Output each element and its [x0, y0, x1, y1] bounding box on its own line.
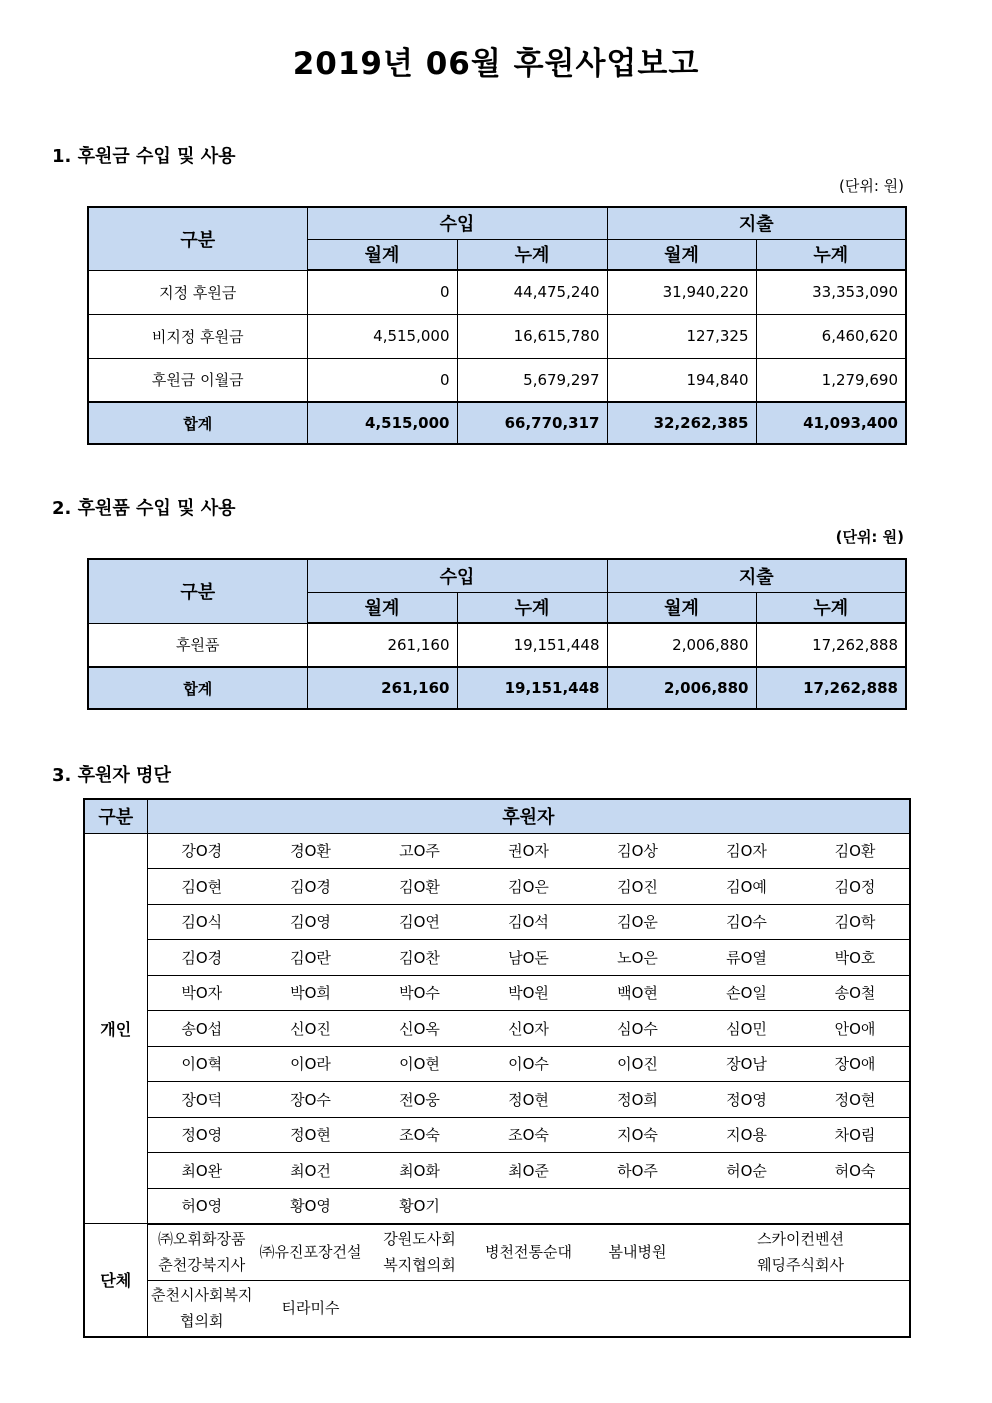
donor-row — [84, 1011, 910, 1047]
total-value: 17,262,888 — [756, 667, 906, 709]
donor-name: 최O화 — [365, 1153, 474, 1189]
organization-name-line: 스카이컨벤션 — [757, 1230, 845, 1249]
donation-goods-table — [87, 558, 907, 710]
total-value: 261,160 — [307, 667, 457, 709]
cell-value: 5,679,297 — [457, 358, 607, 402]
donor-row — [84, 869, 910, 905]
total-label: 합계 — [88, 402, 307, 444]
section2-unit: (단위: 원) — [835, 528, 904, 546]
organization-name — [147, 1224, 256, 1281]
donor-name: 박O원 — [474, 975, 583, 1011]
donor-name: 이O진 — [583, 1046, 692, 1082]
donor-name: 김O경 — [147, 940, 256, 976]
organization-name — [256, 1224, 365, 1281]
donor-row — [84, 1188, 910, 1224]
section3-heading: 3. 후원자 명단 — [52, 765, 171, 786]
cell-value: 33,353,090 — [756, 270, 906, 314]
donor-name: 신O옥 — [365, 1011, 474, 1047]
donor-name: 송O섭 — [147, 1011, 256, 1047]
donor-name: 박O수 — [365, 975, 474, 1011]
group-row — [84, 1281, 910, 1337]
donor-name: 김O수 — [692, 904, 801, 940]
header-expense-monthly: 월계 — [607, 592, 756, 623]
donor-row — [84, 904, 910, 940]
cell-value: 261,160 — [307, 623, 457, 667]
donor-name — [474, 1188, 583, 1224]
donor-row — [84, 1082, 910, 1118]
total-value: 66,770,317 — [457, 402, 607, 444]
donor-name: 조O숙 — [474, 1117, 583, 1153]
donor-row — [84, 833, 910, 869]
donor-name: 지O용 — [692, 1117, 801, 1153]
donor-name: 김O상 — [583, 833, 692, 869]
donor-row — [84, 1046, 910, 1082]
row-label: 후원금 이월금 — [88, 358, 307, 402]
donor-name: 심O민 — [692, 1011, 801, 1047]
donor-name: 최O건 — [256, 1153, 365, 1189]
header-income-cumulative: 누계 — [457, 239, 607, 270]
organization-name-line: 강원도사회 — [383, 1230, 456, 1249]
donor-name: 허O순 — [692, 1153, 801, 1189]
donor-name: 정O현 — [256, 1117, 365, 1153]
donor-name: 강O경 — [147, 833, 256, 869]
donor-name: 박O호 — [801, 940, 910, 976]
donor-row — [84, 1153, 910, 1189]
header-expense-cumulative: 누계 — [756, 592, 906, 623]
donor-name: 이O현 — [365, 1046, 474, 1082]
organization-name-line: 복지협의회 — [383, 1256, 456, 1275]
donor-name: 권O자 — [474, 833, 583, 869]
donor-name — [801, 1188, 910, 1224]
empty-cell — [365, 1281, 910, 1337]
donor-name: 하O주 — [583, 1153, 692, 1189]
cell-value: 17,262,888 — [756, 623, 906, 667]
header-donor: 후원자 — [147, 799, 910, 833]
row-label: 비지정 후원금 — [88, 314, 307, 358]
cell-value: 0 — [307, 358, 457, 402]
organization-name — [474, 1224, 583, 1281]
donor-name: 장O수 — [256, 1082, 365, 1118]
donor-name: 김O찬 — [365, 940, 474, 976]
donor-name: 김O경 — [256, 869, 365, 905]
organization-name-line: 봄내병원 — [608, 1243, 667, 1262]
header-income-monthly: 월계 — [307, 239, 457, 270]
donor-name: 정O영 — [692, 1082, 801, 1118]
header-expense: 지출 — [607, 207, 906, 239]
header-expense: 지출 — [607, 559, 906, 592]
donor-name: 김O현 — [147, 869, 256, 905]
donation-money-table — [87, 206, 907, 445]
donor-name: 김O은 — [474, 869, 583, 905]
organization-name-line: ㈜유진포장건설 — [259, 1243, 362, 1262]
donor-name: 이O혁 — [147, 1046, 256, 1082]
donor-name: 송O철 — [801, 975, 910, 1011]
donor-name: 손O일 — [692, 975, 801, 1011]
organization-name — [365, 1224, 474, 1281]
organization-name-line: 웨딩주식회사 — [757, 1256, 845, 1275]
donor-name: 김O학 — [801, 904, 910, 940]
section1-unit: (단위: 원) — [839, 177, 904, 195]
organization-name-line: 티라미수 — [281, 1299, 340, 1318]
table-row — [88, 270, 906, 314]
donor-name: 정O영 — [147, 1117, 256, 1153]
donor-name: 최O완 — [147, 1153, 256, 1189]
cell-value: 127,325 — [607, 314, 756, 358]
donor-name: 박O희 — [256, 975, 365, 1011]
donor-name: 김O자 — [692, 833, 801, 869]
cell-value: 31,940,220 — [607, 270, 756, 314]
row-label: 후원품 — [88, 623, 307, 667]
organization-name — [692, 1224, 910, 1281]
donor-name: 장O덕 — [147, 1082, 256, 1118]
donor-name: 신O진 — [256, 1011, 365, 1047]
donor-name: 허O숙 — [801, 1153, 910, 1189]
donor-name: 심O수 — [583, 1011, 692, 1047]
total-value: 4,515,000 — [307, 402, 457, 444]
header-income: 수입 — [307, 207, 607, 239]
page-title: 2019년 06월 후원사업보고 — [292, 46, 700, 82]
donor-list-table — [83, 798, 911, 1338]
row-label: 지정 후원금 — [88, 270, 307, 314]
donor-name: 김O연 — [365, 904, 474, 940]
donor-name: 경O환 — [256, 833, 365, 869]
organization-name — [583, 1224, 692, 1281]
donor-name: 김O진 — [583, 869, 692, 905]
donor-name: 장O애 — [801, 1046, 910, 1082]
donor-name: 김O영 — [256, 904, 365, 940]
cell-value: 19,151,448 — [457, 623, 607, 667]
donor-name: 이O라 — [256, 1046, 365, 1082]
cell-value: 16,615,780 — [457, 314, 607, 358]
cell-value: 4,515,000 — [307, 314, 457, 358]
organization-name-line: 춘천강북지사 — [158, 1256, 246, 1275]
table-row — [88, 623, 906, 667]
donor-name: 황O기 — [365, 1188, 474, 1224]
donor-name: 지O숙 — [583, 1117, 692, 1153]
header-expense-monthly: 월계 — [607, 239, 756, 270]
donor-name: 전O웅 — [365, 1082, 474, 1118]
donor-name: 노O은 — [583, 940, 692, 976]
header-category: 구분 — [84, 799, 147, 833]
donor-name: 김O정 — [801, 869, 910, 905]
donor-name: 신O자 — [474, 1011, 583, 1047]
total-value: 32,262,385 — [607, 402, 756, 444]
total-value: 19,151,448 — [457, 667, 607, 709]
donor-name: 이O수 — [474, 1046, 583, 1082]
organization-name-line: 협의회 — [180, 1312, 224, 1331]
donor-name: 장O남 — [692, 1046, 801, 1082]
organization-name-line: ㈜오휘화장품 — [158, 1230, 246, 1249]
total-label: 합계 — [88, 667, 307, 709]
header-category: 구분 — [88, 559, 307, 623]
donor-row — [84, 1117, 910, 1153]
donor-name: 김O환 — [365, 869, 474, 905]
header-category: 구분 — [88, 207, 307, 270]
total-row — [88, 402, 906, 444]
donor-name: 김O예 — [692, 869, 801, 905]
donor-name: 김O환 — [801, 833, 910, 869]
donor-name: 허O영 — [147, 1188, 256, 1224]
total-row — [88, 667, 906, 709]
section2-heading: 2. 후원품 수입 및 사용 — [52, 498, 236, 519]
total-value: 41,093,400 — [756, 402, 906, 444]
donor-row — [84, 975, 910, 1011]
donor-name — [692, 1188, 801, 1224]
donor-row — [84, 940, 910, 976]
donor-name: 백O현 — [583, 975, 692, 1011]
donor-name: 차O림 — [801, 1117, 910, 1153]
table-row — [88, 314, 906, 358]
organization-name-line: 병천전통순대 — [485, 1243, 572, 1262]
organization-name-line: 춘천시사회복지 — [151, 1286, 253, 1305]
donor-name: 김O식 — [147, 904, 256, 940]
group-row — [84, 1224, 910, 1281]
header-income-cumulative: 누계 — [457, 592, 607, 623]
table-row — [88, 358, 906, 402]
donor-name: 정O희 — [583, 1082, 692, 1118]
cell-value: 1,279,690 — [756, 358, 906, 402]
header-expense-cumulative: 누계 — [756, 239, 906, 270]
group-label: 단체 — [84, 1224, 147, 1337]
cell-value: 2,006,880 — [607, 623, 756, 667]
cell-value: 6,460,620 — [756, 314, 906, 358]
organization-name — [147, 1281, 256, 1337]
donor-name: 조O숙 — [365, 1117, 474, 1153]
donor-name: 박O자 — [147, 975, 256, 1011]
individual-label: 개인 — [84, 833, 147, 1224]
donor-name: 최O준 — [474, 1153, 583, 1189]
donor-name: 남O돈 — [474, 940, 583, 976]
donor-name: 황O영 — [256, 1188, 365, 1224]
cell-value: 44,475,240 — [457, 270, 607, 314]
donor-name: 김O란 — [256, 940, 365, 976]
donor-name: 김O석 — [474, 904, 583, 940]
total-value: 2,006,880 — [607, 667, 756, 709]
donor-name — [583, 1188, 692, 1224]
donor-name: 김O운 — [583, 904, 692, 940]
organization-name — [256, 1281, 365, 1337]
cell-value: 194,840 — [607, 358, 756, 402]
donor-name: 안O애 — [801, 1011, 910, 1047]
donor-name: 정O현 — [801, 1082, 910, 1118]
header-income-monthly: 월계 — [307, 592, 457, 623]
header-income: 수입 — [307, 559, 607, 592]
donor-name: 류O열 — [692, 940, 801, 976]
donor-name: 정O현 — [474, 1082, 583, 1118]
donor-name: 고O주 — [365, 833, 474, 869]
section1-heading: 1. 후원금 수입 및 사용 — [52, 146, 236, 167]
cell-value: 0 — [307, 270, 457, 314]
